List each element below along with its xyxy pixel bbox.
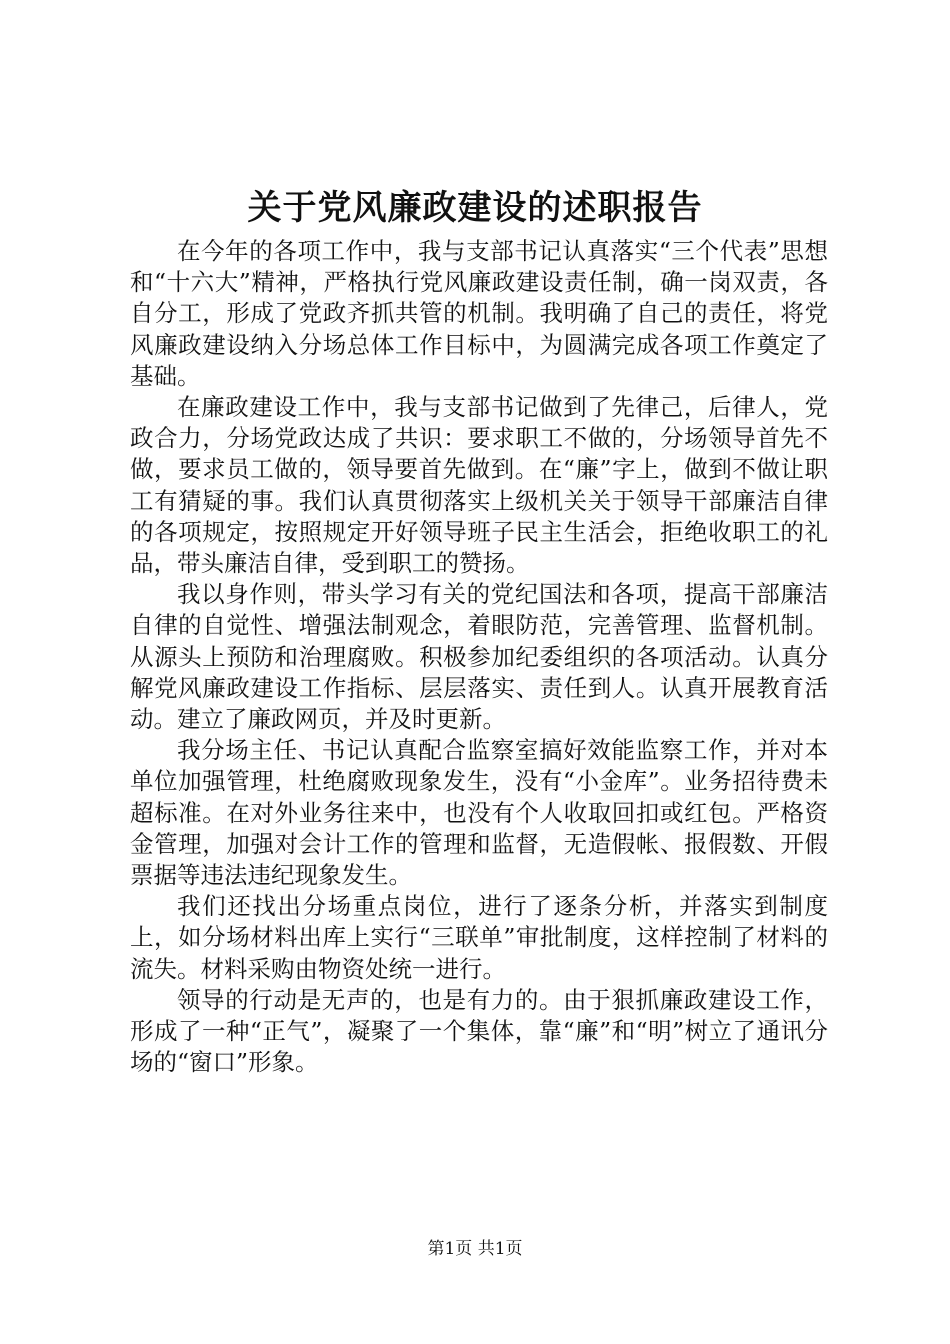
paragraph: 领导的行动是无声的，也是有力的。由于狠抓廉政建设工作，形成了一种“正气”，凝聚了一个集体，靠“廉”和“明”树立了通讯分场的“窗口”形象。 (130, 985, 828, 1077)
paragraph: 在廉政建设工作中，我与支部书记做到了先律己，后律人，党政合力，分场党政达成了共识：要求职工不做的，分场领导首先不做，要求员工做的，领导要首先做到。在“廉”字上，做到不做让职工有猜疑的事。我们认真贯彻落实上级机关关于领导干部廉洁自律的各项规定，按照规定开好领导班子民主生活会，拒绝收职工的礼品，带头廉洁自律，受到职工的赞扬。 (130, 393, 828, 578)
paragraph: 在今年的各项工作中，我与支部书记认真落实“三个代表”思想和“十六大”精神，严格执行党风廉政建设责任制，确一岗双责，各自分工，形成了党政齐抓共管的机制。我明确了自己的责任，将党风廉政建设纳入分场总体工作目标中，为圆满完成各项工作奠定了基础。 (130, 237, 828, 390)
paragraph: 我分场主任、书记认真配合监察室搞好效能监察工作，并对本单位加强管理，杜绝腐败现象发生，没有“小金库”。业务招待费未超标准。在对外业务往来中，也没有个人收取回扣或红包。严格资金管理，加强对会计工作的管理和监督，无造假帐、报假数、开假票据等违法违纪现象发生。 (130, 736, 828, 890)
page-title: 关于党风廉政建设的述职报告 (247, 188, 703, 228)
paragraph: 我以身作则，带头学习有关的党纪国法和各项，提高干部廉洁自律的自觉性、增强法制观念，着眼防范，完善管理、监督机制。从源头上预防和治理腐败。积极参加纪委组织的各项活动。认真分解党风廉政建设工作指标、层层落实、责任到人。认真开展教育活动。建立了廉政网页，并及时更新。 (130, 580, 828, 734)
page-footer: 第1页 共1页 (427, 1239, 523, 1259)
paragraph: 我们还找出分场重点岗位，进行了逐条分析，并落实到制度上，如分场材料出库上实行“三联单”审批制度，这样控制了材料的流失。材料采购由物资处统一进行。 (130, 892, 828, 983)
document-body (130, 236, 828, 1078)
